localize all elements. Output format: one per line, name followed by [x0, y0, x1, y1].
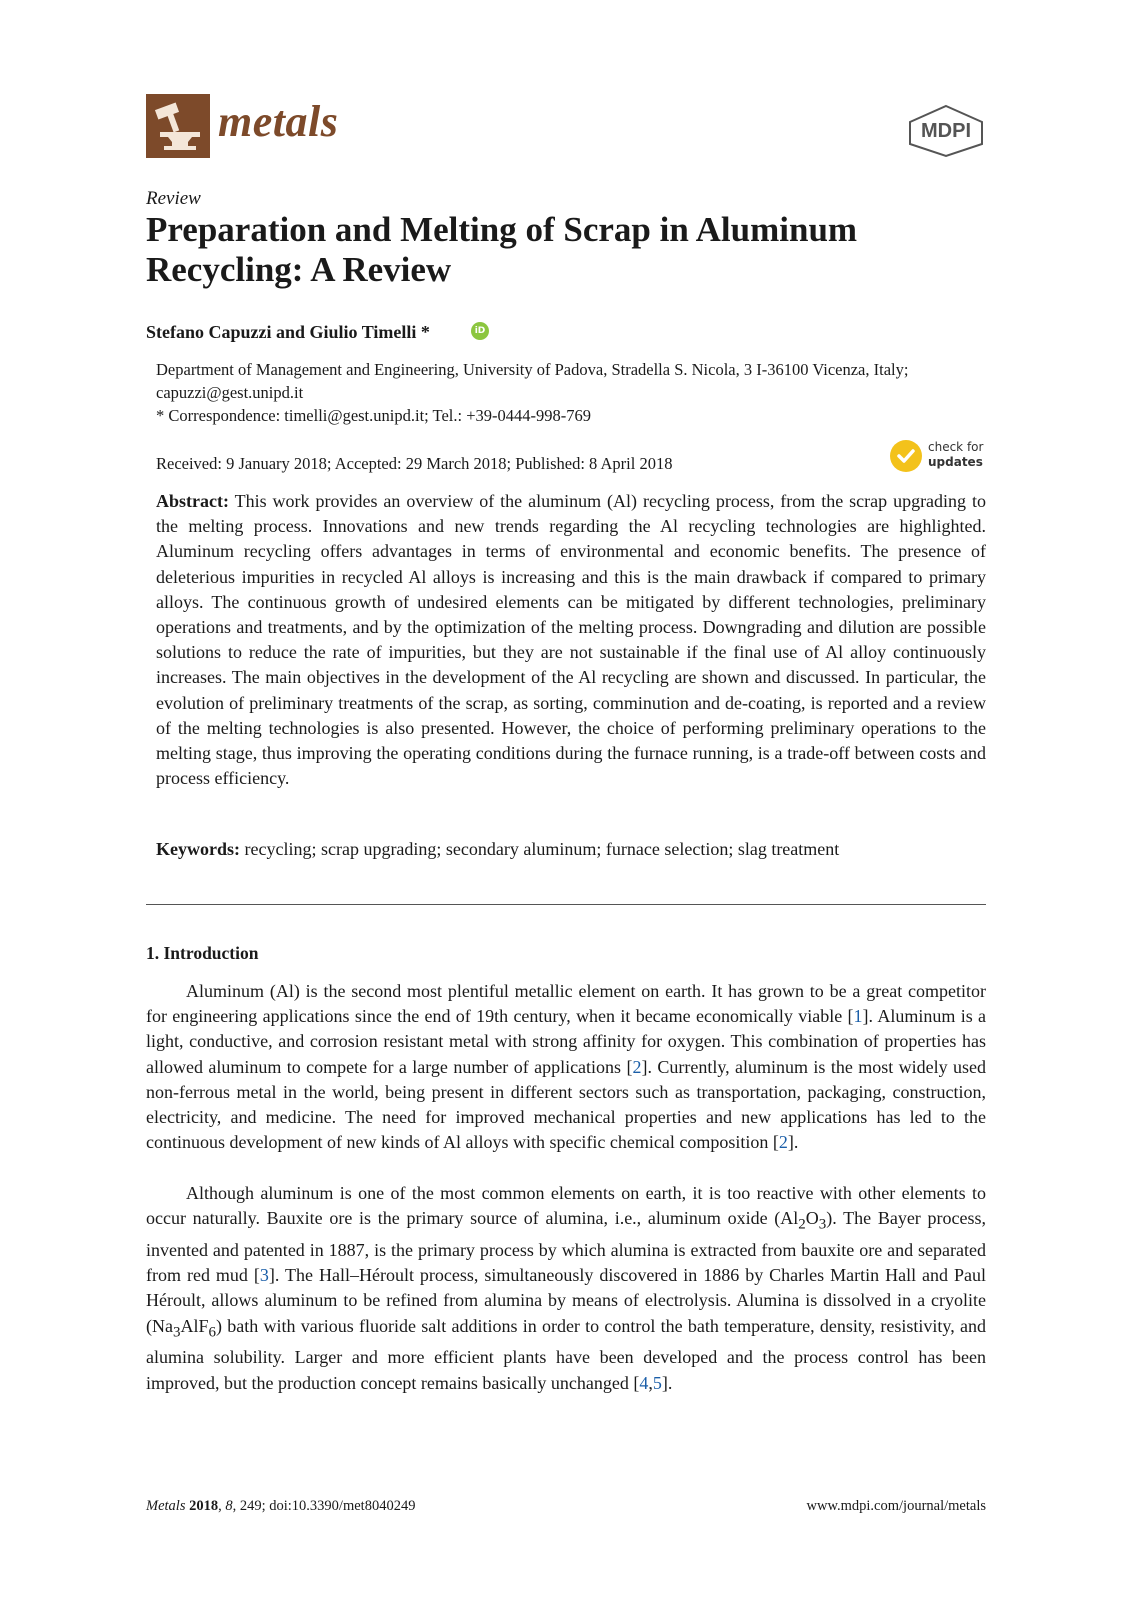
keywords-label: Keywords: — [156, 839, 240, 859]
article-type: Review — [146, 188, 201, 209]
citation-link[interactable]: 5 — [652, 1372, 662, 1393]
affiliation-email: capuzzi@gest.unipd.it — [156, 383, 304, 402]
check-for-updates-label-1: check for — [928, 440, 984, 454]
citation-link[interactable]: 3 — [259, 1265, 269, 1286]
mdpi-logo-text: MDPI — [921, 120, 971, 142]
check-for-updates-icon — [890, 440, 922, 472]
journal-logo-icon — [146, 94, 210, 158]
intro-paragraph-2: Although aluminum is one of the most common elements on earth, it is too reactive with other elements to occur naturally. Bauxite ore is the primary source of alumina, i.e., aluminum oxide $(Al_2O_3)$. The Bayer process, invented and patented in 1887, is the primary process by which alumina is extracted from bauxite ore and separated from red mud [3]. The Hall–Héroult process, simultaneously discovered in 1886 by Charles Martin Hall and Paul Héroult, allows aluminum to be refined from alumina by means of electrolysis. Alumina is dissolved in a cryolite $(Na_3AlF_6)$ bath with various fluoride salt additions in order to control the bath temperature, density, resistivity, and alumina solubility. Larger and more efficient plants have been developed and the process control has been improved, but the production concept remains basically unchanged [4,5]. — [146, 1183, 986, 1393]
citation-link[interactable]: 1 — [853, 1006, 863, 1027]
affiliation: Department of Management and Engineering, University of Padova, Stradella S. Nicola, 3 I-36100 Vicenza, Italy; — [156, 360, 909, 379]
footer-citation: Metals 2018, 8, 249; doi:10.3390/met8040249 — [146, 1498, 416, 1514]
mdpi-logo — [906, 104, 986, 158]
citation-link[interactable]: 2 — [778, 1132, 788, 1153]
keywords — [156, 837, 986, 862]
publication-dates: Received: 9 January 2018; Accepted: 29 March 2018; Published: 8 April 2018 — [156, 454, 673, 473]
check-for-updates-label-2: updates — [928, 455, 983, 469]
abstract — [156, 489, 986, 791]
orcid-icon[interactable]: iD — [471, 322, 489, 340]
footer-journal-url[interactable]: www.mdpi.com/journal/metals — [806, 1498, 986, 1514]
section-heading: 1. Introduction — [146, 943, 259, 963]
intro-paragraph-1: Aluminum (Al) is the second most plentiful metallic element on earth. It has grown to be a great competitor for engineering applications since the end of 19th century, when it became economically viable [1]. Aluminum is a light, conductive, and corrosion resistant metal with strong affinity for oxygen. This combination of properties has allowed aluminum to compete for a large number of applications [2]. Currently, aluminum is the most widely used non-ferrous metal in the world, being present in different sectors such as transportation, packaging, construction, electricity, and medicine. The need for improved mechanical properties and new applications has led to the continuous development of new kinds of Al alloys with specific chemical composition [2]. — [146, 981, 987, 1153]
correspondence: * Correspondence: timelli@gest.unipd.it; Tel.: +39-0444-998-769 — [156, 406, 592, 425]
abstract-text: This work provides an overview of the aluminum (Al) recycling process, from the scrap upgrading to the melting process. Innovations and new trends regarding the Al recycling technologies are highlighted. Aluminum recycling offers advantages in terms of environmental and economic benefits. The presence of deleterious impurities in recycled Al alloys is increasing and this is the main drawback if compared to primary alloys. The continuous growth of undesired elements can be mitigated by different technologies, preliminary operations and treatments, and by the optimization of the melting process. Downgrading and dilution are possible solutions to reduce the rate of impurities, but they are not sustainable if the final use of Al alloy continuously increases. The main objectives in the development of the Al recycling are shown and discussed. In particular, the evolution of preliminary treatments of the scrap, as sorting, comminution and de-coating, is reported and a review of the melting technologies is also presented. However, the choice of performing preliminary operations to the melting stage, thus improving the operating conditions during the furnace running, is a trade-off between costs and process efficiency. — [156, 491, 986, 789]
author-list: Stefano Capuzzi and Giulio Timelli * — [146, 322, 430, 342]
journal-name: metals — [218, 97, 339, 146]
keywords-text: recycling; scrap upgrading; secondary aluminum; furnace selection; slag treatment — [244, 839, 840, 859]
citation-link[interactable]: 4 — [639, 1372, 649, 1393]
abstract-label: Abstract: — [156, 491, 229, 511]
article-title: Preparation and Melting of Scrap in Aluminum Recycling: A Review — [146, 210, 858, 289]
section-divider — [146, 904, 986, 905]
check-for-updates-button[interactable] — [890, 438, 986, 474]
citation-link[interactable]: 2 — [632, 1056, 642, 1077]
